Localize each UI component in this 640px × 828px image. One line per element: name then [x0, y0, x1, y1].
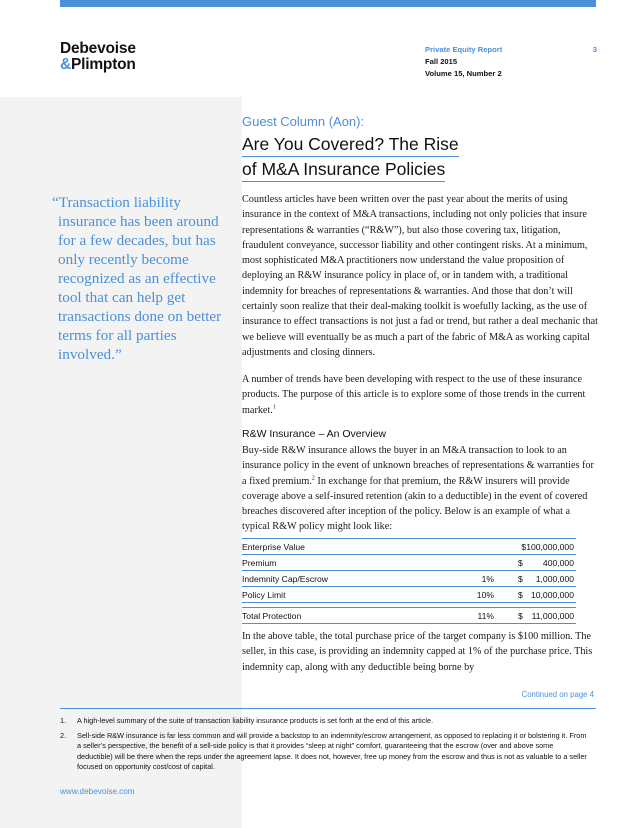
footnote [60, 716, 590, 727]
paragraph-3-text-a: Buy-side R&W insurance allows the buyer in an M&A transaction to look to an insurance policy in the event of unknown breaches of representations & warranties for a fixed premium. [242, 445, 594, 487]
row-percent: 11% [477, 611, 494, 621]
row-label: Enterprise Value [242, 542, 305, 552]
article-title-line-1: Are You Covered? The Rise [242, 132, 459, 157]
row-percent: 1% [481, 574, 494, 584]
policy-table [242, 538, 576, 624]
table-row [242, 539, 576, 555]
table-row [242, 555, 576, 571]
row-amount: 10,000,000 [530, 590, 574, 600]
row-amount: 1,000,000 [535, 574, 574, 584]
report-title: Private Equity Report [425, 45, 503, 54]
row-label: Premium [242, 558, 277, 568]
logo-line-2: Plimpton [71, 56, 136, 73]
pull-quote-text: “Transaction liability insurance has been around for a few decades, but has only recently become recognized as an effective tool that can help get transactions done on better terms for all parties involved.” [52, 194, 222, 363]
row-dollar-sign: $ [518, 590, 523, 600]
row-percent: 10% [476, 590, 494, 600]
paragraph-3-text-b: In exchange for that premium, the R&W insurers will provide coverage above a self-insured retention (akin to a deductible) in the event of covered breaches discovered after inception of the policy. Below is an example of what a typical R&W policy might look like: [242, 475, 588, 533]
pull-quote [52, 193, 232, 364]
report-season: Fall 2015 [425, 57, 458, 66]
table-row [242, 587, 576, 603]
page-number: 3 [592, 45, 597, 54]
continued-link[interactable]: Continued on page 4 [521, 690, 594, 699]
footnote-text: A high-level summary of the suite of transaction liability insurance products is set forth at the end of this article. [77, 716, 434, 725]
article-title-line-2: of M&A Insurance Policies [242, 157, 445, 182]
row-amount: $100,000,000 [521, 542, 574, 552]
table-row [242, 571, 576, 587]
row-dollar-sign: $ [518, 611, 523, 621]
row-label: Indemnity Cap/Escrow [242, 574, 328, 584]
footnote-number: 1. [60, 716, 67, 725]
body-paragraph-4: In the above table, the total purchase price of the target company is $100 million. The seller, in this case, is providing an indemnity capped at 1% of the purchase price. This indemnity cap, along with any deductible being borne by [242, 631, 593, 673]
footer-website-link[interactable]: www.debevoise.com [60, 787, 135, 796]
footnote [60, 731, 590, 773]
article-title [242, 132, 502, 182]
body-paragraph-1: Countless articles have been written over the past year about the merits of using insurance in the context of M&A transactions, including not only policies that insure representations & warranties (“R&W”), but also those covering tax, litigation, fraudulent conveyance, successor liability and other contingent risks. At a minimum, most sophisticated M&A practitioners now understand the value proposition of deploying an R&W insurance policy in place of, or in tandem with, a traditional indemnity for breaches of representations & warranties. And those that don’t will certainly soon realize that their deal-making toolkit is woefully lacking, as the use of insurance to effect transactions is not just a fad or trend, but rather a deal mechanic that we believe will eventually be as much a part of the fabric of M&A as working capital adjustments and closing dinners. [242, 194, 598, 358]
row-dollar-sign: $ [518, 558, 523, 568]
body-paragraph-2 [242, 372, 600, 418]
footnote-text: Sell-side R&W insurance is far less common and will provide a backstop to an indemnity/escrow arrangement, as opposed to replacing it or bolstering it. From a seller’s perspective, the benefit of a sell-side policy is that it provides “sleep at night” comfort, guaranteeing that the escrow (over and above some deductible) will be there when the reps under the agreement lapse. It does not, however, free up money from the escrow and thus is not as valuable to a seller focused on opportunity cost/cost of capital. [77, 730, 587, 771]
body-paragraph-3 [242, 443, 600, 535]
logo-ampersand: & [60, 56, 71, 73]
row-amount: 11,000,000 [531, 611, 574, 621]
paragraph-2-text: A number of trends have been developing with respect to the use of these insurance products. The purpose of this article is to explore some of those trends in the current market. [242, 374, 586, 416]
footnote-ref-2[interactable]: 2 [311, 475, 315, 482]
row-label: Total Protection [242, 611, 302, 621]
row-amount: 400,000 [542, 558, 574, 568]
footnote-ref-1[interactable]: 1 [272, 404, 276, 411]
row-dollar-sign: $ [518, 574, 523, 584]
footnote-number: 2. [60, 730, 67, 740]
top-accent-bar [60, 0, 596, 7]
footnote-divider [60, 708, 596, 709]
guest-column-label: Guest Column (Aon): [242, 114, 365, 129]
table-total-row [242, 607, 576, 624]
report-volume: Volume 15, Number 2 [425, 69, 502, 78]
report-meta [425, 44, 597, 80]
row-label: Policy Limit [242, 590, 286, 600]
logo-line-1: Debevoise [60, 40, 136, 57]
section-heading: R&W Insurance – An Overview [242, 428, 387, 440]
footnotes [60, 716, 590, 777]
firm-logo[interactable] [60, 41, 136, 73]
